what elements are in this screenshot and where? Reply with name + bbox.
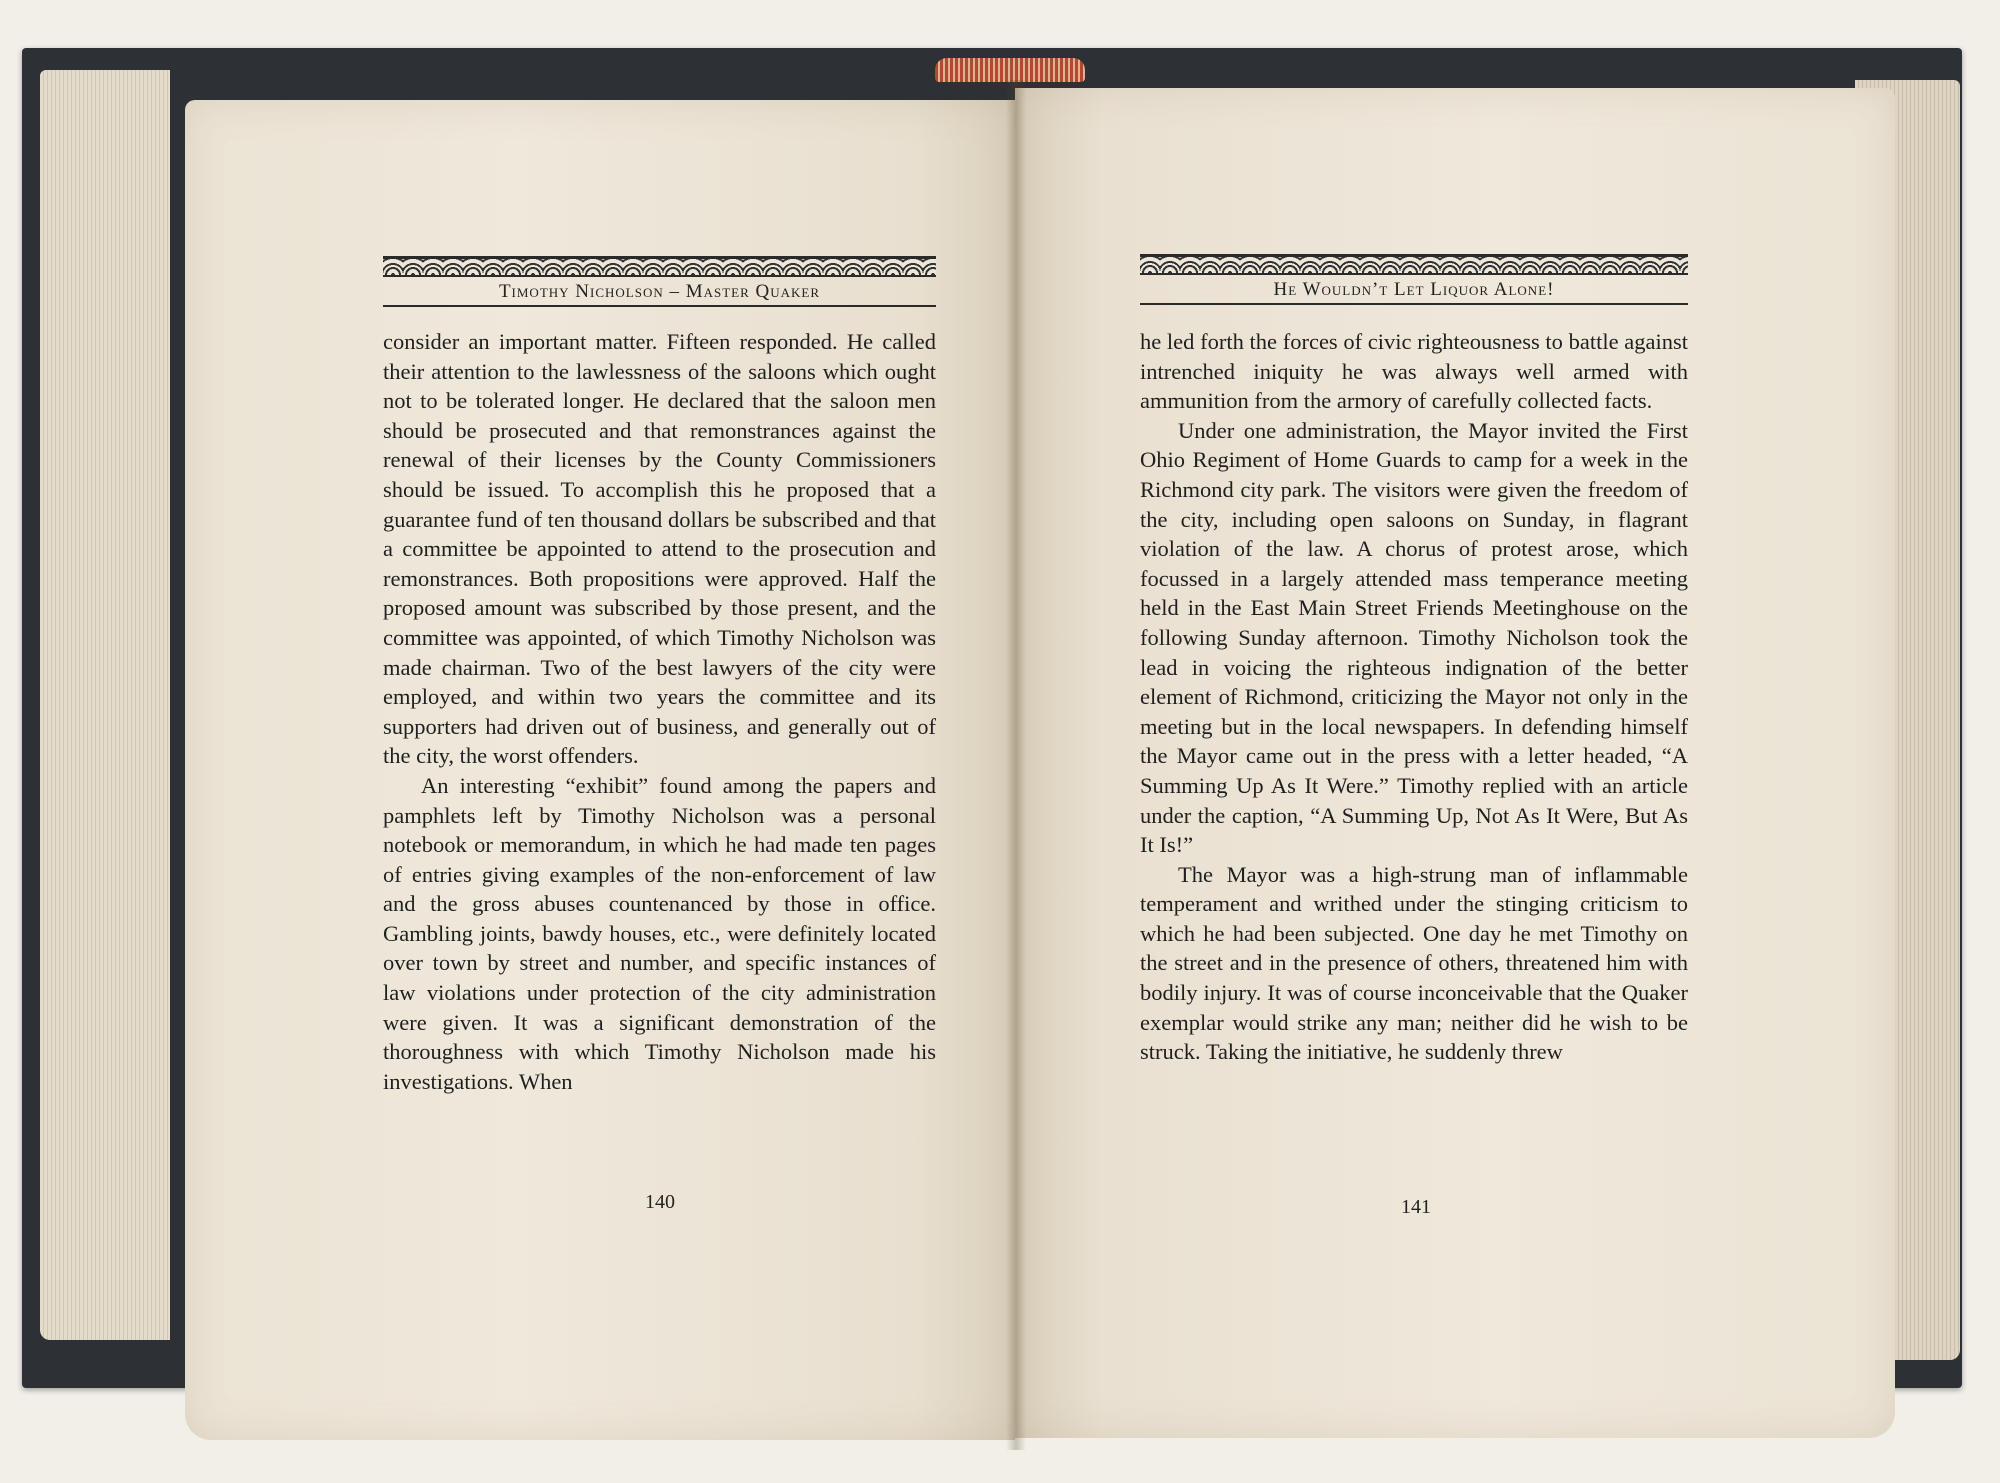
running-head-right: He Wouldn’t Let Liquor Alone! bbox=[1140, 275, 1688, 305]
header-ornament bbox=[383, 256, 936, 277]
paragraph: Under one administration, the Mayor invited the First Ohio Regiment of Home Guards to camp for a week in the Richmond city park. The visitors were given the freedom of the city, including open saloons on Sunday, in flagrant violation of the law. A chorus of protest arose, which focussed in a largely attended mass temperance meeting held in the East Main Street Friends Meetinghouse on the following Sunday afternoon. Timothy Nicholson took the lead in voicing the righteous indignation of the better element of Richmond, criticizing the Mayor not only in the meeting but in the local newspapers. In defending himself the Mayor came out in the press with a letter headed, “A Summing Up As It Were.” Timothy replied with an article under the caption, “A Summing Up, Not As It Were, But As It Is!” bbox=[1140, 417, 1688, 858]
page-number-left: 140 bbox=[645, 1191, 675, 1213]
page-edges-left bbox=[40, 70, 170, 1340]
paragraph: he led forth the forces of civic righteousness to battle against intrenched iniquity he was always well armed with ammunition from the armory of carefully collected facts. bbox=[1140, 329, 1688, 414]
left-header bbox=[383, 256, 936, 307]
right-page-text bbox=[1140, 327, 1688, 1067]
page-number-right: 141 bbox=[1401, 1196, 1431, 1218]
book-gutter bbox=[1006, 80, 1026, 1450]
header-ornament bbox=[1140, 254, 1688, 275]
headband bbox=[935, 58, 1085, 82]
right-header bbox=[1140, 254, 1688, 305]
running-head-left: Timothy Nicholson – Master Quaker bbox=[383, 277, 936, 307]
paragraph: An interesting “exhibit” found among the papers and pamphlets left by Timothy Nicholson was a personal notebook or memorandum, in which he had made ten pages of entries giving examples of the non-enforcement of law and the gross abuses countenanced by those in office. Gambling joints, bawdy houses, etc., were definitely located over town by street and number, and specific instances of law violations under protection of the city administration were given. It was a significant demonstration of the thoroughness with which Timothy Nicholson made his investigations. When bbox=[383, 772, 936, 1094]
paragraph: consider an important matter. Fifteen responded. He called their attention to the lawlessness of the saloons which ought not to be tolerated longer. He declared that the saloon men should be prosecuted and that remonstrances against the renewal of their licenses by the County Commissioners should be issued. To accomplish this he proposed that a guarantee fund of ten thousand dollars be subscribed and that a committee be appointed to attend to the prosecution and remonstrances. Both propositions were approved. Half the proposed amount was subscribed by those present, and the committee was appointed, of which Timothy Nicholson was made chairman. Two of the best lawyers of the city were employed, and within two years the committee and its supporters had driven out of business, and generally out of the city, the worst offenders. bbox=[383, 329, 936, 769]
left-page-text bbox=[383, 327, 936, 1096]
paragraph: The Mayor was a high-strung man of inflammable temperament and writhed under the stinging criticism to which he had been subjected. One day he met Timothy on the street and in the presence of others, threatened him with bodily injury. It was of course inconceivable that the Quaker exemplar would strike any man; neither did he wish to be struck. Taking the initiative, he suddenly threw bbox=[1140, 861, 1688, 1065]
